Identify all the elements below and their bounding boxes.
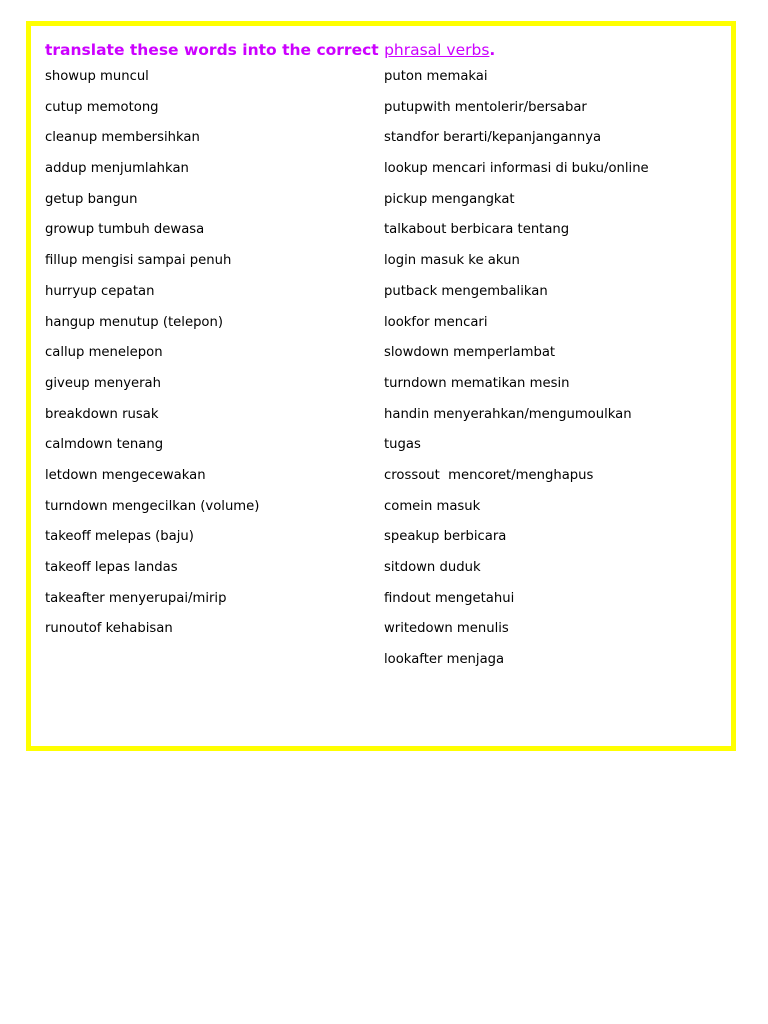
list-item: takeoff melepas (baju) <box>45 529 194 545</box>
list-item: hangup menutup (telepon) <box>45 314 224 330</box>
list-item: putback mengembalikan <box>384 283 548 299</box>
right-column <box>384 68 649 682</box>
list-item: standfor berarti/kepanjangannya <box>384 130 602 146</box>
list-item: calmdown tenang <box>45 437 164 453</box>
list-item: getup bangun <box>45 191 138 207</box>
list-item: giveup menyerah <box>45 375 161 391</box>
list-item: findout mengetahui <box>384 590 515 606</box>
list-item: writedown menulis <box>384 621 509 637</box>
list-item: hurryup cepatan <box>45 283 155 299</box>
list-item: lookafter menjaga <box>384 652 505 668</box>
list-item: talkabout berbicara tentang <box>384 222 570 238</box>
list-item: handin menyerahkan/mengumoulkan <box>384 406 632 422</box>
list-item: login masuk ke akun <box>384 253 520 269</box>
list-item: letdown mengecewakan <box>45 467 206 483</box>
list-item: crossout mencoret/menghapus <box>384 467 594 483</box>
list-item: takeoff lepas landas <box>45 560 178 575</box>
list-item: comein masuk <box>384 498 481 514</box>
list-item: fillup mengisi sampai penuh <box>45 253 232 269</box>
list-item: tugas <box>384 437 421 453</box>
list-item: pickup mengangkat <box>384 191 515 207</box>
list-item: sitdown duduk <box>384 560 481 575</box>
worksheet-box <box>26 21 736 751</box>
list-item: runoutof kehabisan <box>45 621 173 637</box>
title-prefix: translate these words into the correct <box>45 41 385 59</box>
phrasal-verbs-link[interactable]: phrasal verbs <box>384 41 490 59</box>
list-item: takeafter menyerupai/mirip <box>45 590 227 606</box>
list-item: turndown mematikan mesin <box>384 375 570 391</box>
title-suffix: . <box>489 41 496 59</box>
worksheet-title <box>45 40 495 60</box>
list-item: cleanup membersihkan <box>45 130 200 146</box>
list-item: addup menjumlahkan <box>45 161 189 177</box>
list-item: growup tumbuh dewasa <box>45 222 205 238</box>
list-item: puton memakai <box>384 69 488 84</box>
list-item: callup menelepon <box>45 345 163 361</box>
list-item: cutup memotong <box>45 99 159 115</box>
list-item: lookfor mencari <box>384 314 488 330</box>
list-item: slowdown memperlambat <box>384 345 556 361</box>
list-item: putupwith mentolerir/bersabar <box>384 99 587 115</box>
list-item: breakdown rusak <box>45 406 159 422</box>
left-column <box>45 68 259 651</box>
list-item: showup muncul <box>45 69 149 84</box>
list-item: speakup berbicara <box>384 529 507 545</box>
list-item: turndown mengecilkan (volume) <box>45 498 260 514</box>
list-item: lookup mencari informasi di buku/online <box>384 161 649 177</box>
